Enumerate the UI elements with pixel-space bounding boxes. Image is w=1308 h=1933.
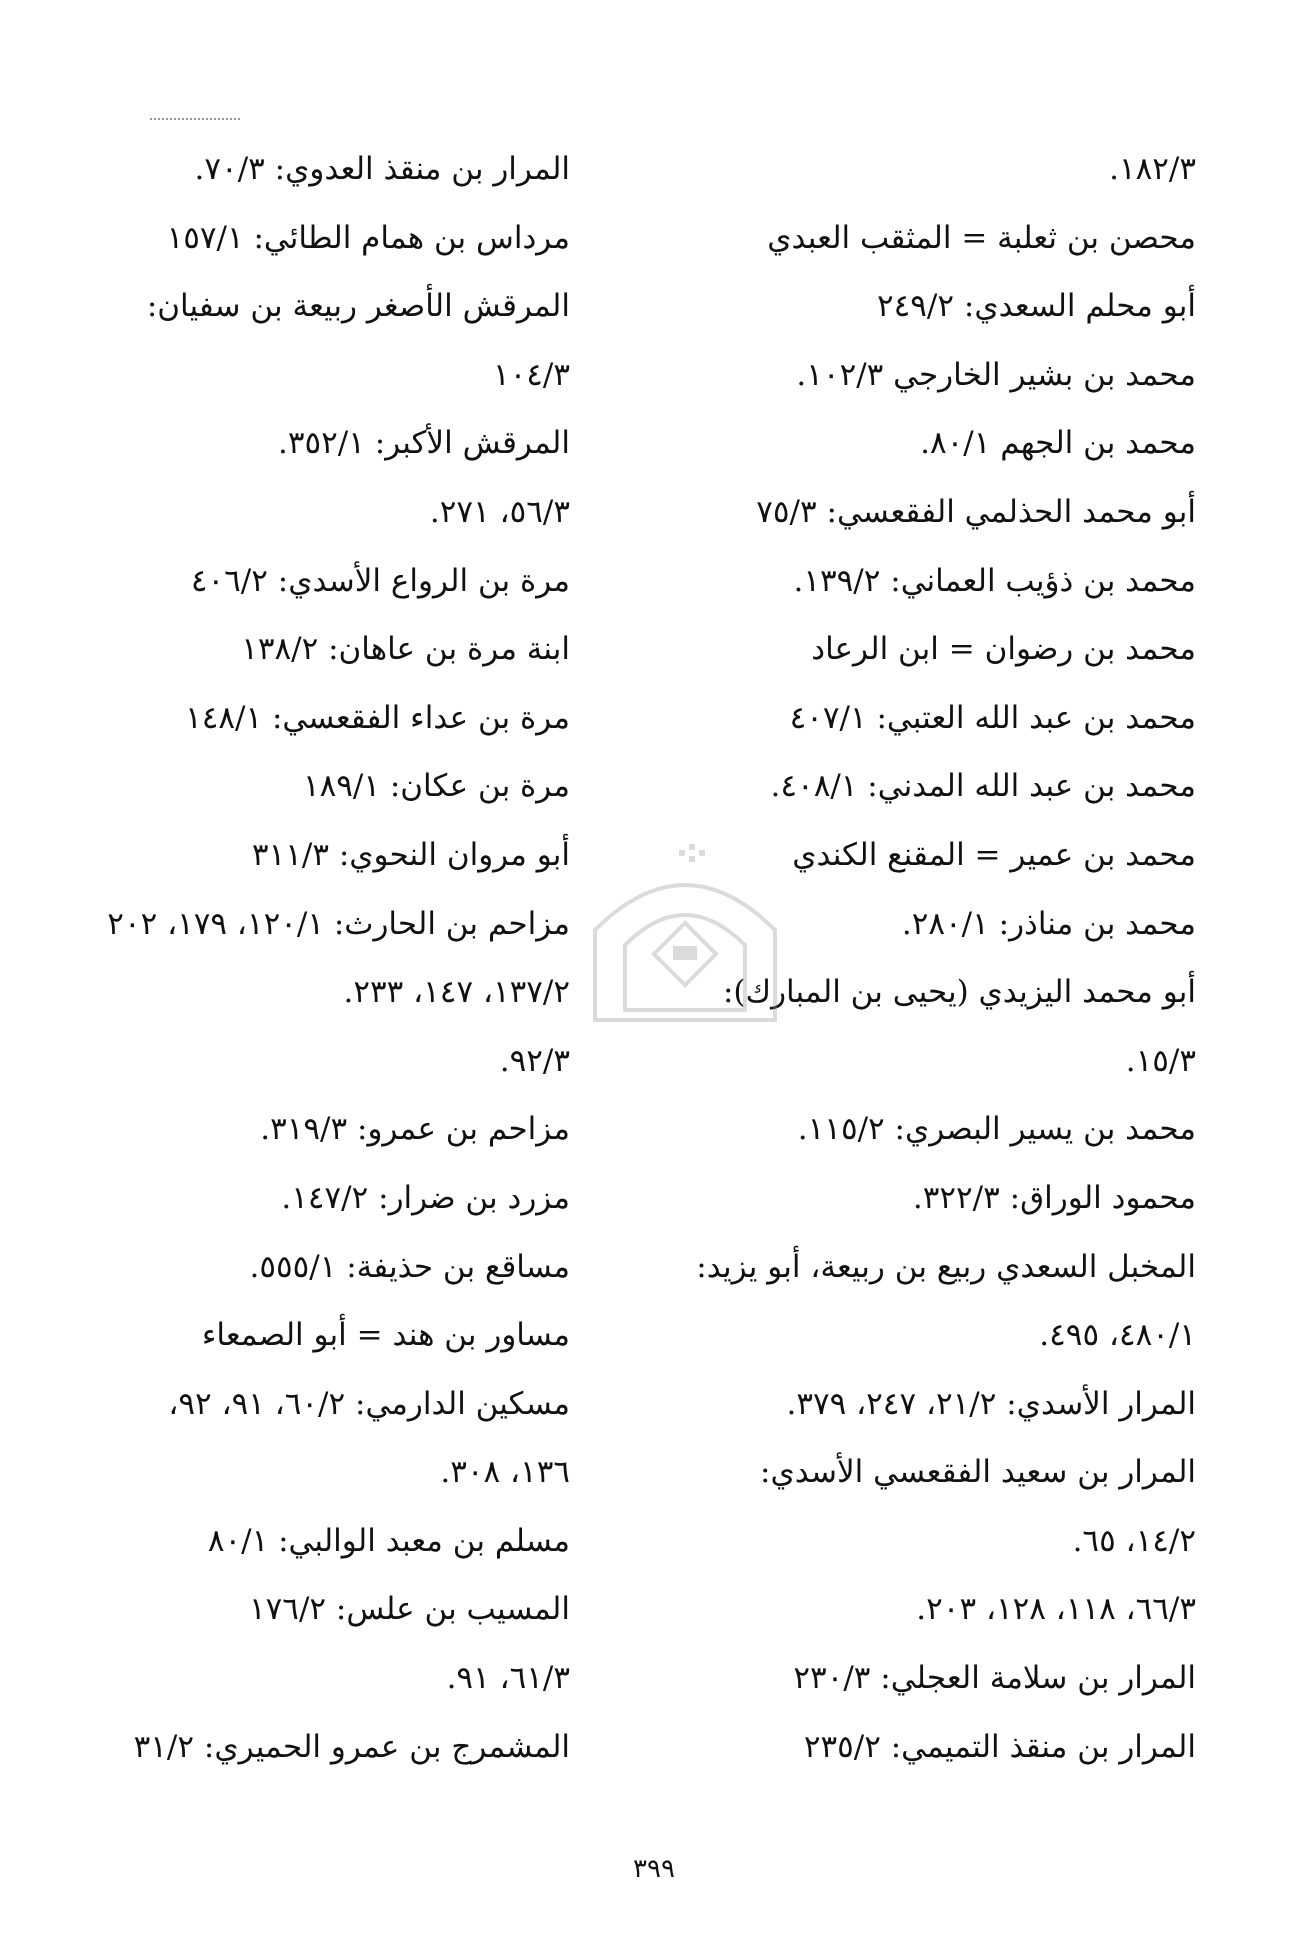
index-entry: محمد بن ذؤيب العماني: ١٣٩/٢.	[793, 562, 1196, 599]
index-entry: ٤٨٠/١، ٤٩٥.	[1039, 1317, 1196, 1354]
index-entry: ١٥/٣.	[1125, 1042, 1196, 1079]
index-entry: مسكين الدارمي: ٦٠/٢، ٩١، ٩٢،	[168, 1385, 570, 1422]
index-entry: المرار بن منقذ العدوي: ٧٠/٣.	[194, 151, 570, 187]
index-entry: مزرد بن ضرار: ١٤٧/٢.	[281, 1179, 570, 1216]
index-entry: محمد بن رضوان = ابن الرعاد	[811, 631, 1196, 668]
index-entry: المرار بن سلامة العجلي: ٢٣٠/٣	[793, 1660, 1196, 1697]
index-entry: المرقش الأصغر ربيعة بن سفيان:	[146, 288, 570, 325]
index-entry: محمد بن بشير الخارجي ١٠٢/٣.	[796, 356, 1196, 393]
index-entry: مساقع بن حذيفة: ٥٥٥/١.	[249, 1248, 570, 1285]
index-entry: أبو محلم السعدي: ٢٤٩/٢	[876, 288, 1196, 325]
index-entry: المرار بن منقذ التميمي: ٢٣٥/٢	[803, 1728, 1196, 1765]
index-entry: المرار الأسدي: ٢١/٢، ٢٤٧، ٣٧٩.	[786, 1385, 1196, 1422]
index-entry: ٥٦/٣، ٢٧١.	[429, 493, 570, 530]
index-entry: مزاحم بن عمرو: ٣١٩/٣.	[260, 1111, 570, 1148]
index-entry: أبو محمد الحذلمي الفقعسي: ٧٥/٣	[756, 493, 1196, 530]
index-entry: ابنة مرة بن عاهان: ١٣٨/٢	[241, 631, 570, 668]
index-entry: المشمرج بن عمرو الحميري: ٣١/٢	[133, 1728, 570, 1765]
index-entry: ١٨٢/٣.	[1109, 151, 1196, 187]
index-entry: مرة بن عداء الفقعسي: ١٤٨/١	[185, 699, 570, 736]
index-entry: ٦١/٣، ٩١.	[446, 1660, 570, 1697]
index-entry: محمد بن يسير البصري: ١١٥/٢.	[797, 1111, 1196, 1148]
index-entry: أبو محمد اليزيدي (يحيى بن المبارك):	[722, 974, 1196, 1011]
page-number: ٣٩٩	[633, 1854, 675, 1884]
index-entry: ١٤/٢، ٦٥.	[1072, 1522, 1196, 1559]
index-entry: محمد بن مناذر: ٢٨٠/١.	[901, 905, 1196, 942]
index-entry: محصن بن ثعلبة = المثقب العبدي	[767, 219, 1196, 256]
index-entry: المرار بن سعيد الفقعسي الأسدي:	[760, 1454, 1196, 1491]
index-entry: المرقش الأكبر: ٣٥٢/١.	[278, 425, 570, 462]
index-entry: مرة بن عكان: ١٨٩/١	[302, 768, 570, 805]
index-entry: أبو مروان النحوي: ٣١١/٣	[251, 836, 570, 873]
index-entry: المخبل السعدي ربيع بن ربيعة، أبو يزيد:	[696, 1248, 1196, 1285]
index-entry: ١٠٤/٣	[492, 356, 570, 393]
index-entry: ١٣٦، ٣٠٨.	[440, 1454, 570, 1491]
index-entry: مرة بن الرواع الأسدي: ٤٠٦/٢	[190, 562, 570, 599]
index-entry: المسيب بن علس: ١٧٦/٢	[249, 1591, 570, 1628]
seal-logo-icon	[555, 820, 815, 1070]
index-entry: مسلم بن معبد الوالبي: ٨٠/١	[207, 1522, 570, 1559]
index-entry: ٦٦/٣، ١١٨، ١٢٨، ٢٠٣.	[916, 1591, 1196, 1628]
index-entry: مرداس بن همام الطائي: ١٥٧/١	[166, 219, 570, 256]
scan-artifact	[150, 118, 240, 124]
index-entry: محمد بن عبد الله العتبي: ٤٠٧/١	[789, 699, 1196, 736]
index-entry: ٩٢/٣.	[499, 1042, 570, 1079]
index-entry: محمد بن عمير = المقنع الكندي	[792, 836, 1196, 873]
index-entry: مساور بن هند = أبو الصمعاء	[201, 1317, 570, 1354]
index-entry: ١٣٧/٢، ١٤٧، ٢٣٣.	[343, 974, 570, 1011]
index-column-left	[10, 135, 570, 1781]
index-entry: محمود الوراق: ٣٢٢/٣.	[912, 1179, 1196, 1216]
index-entry: محمد بن عبد الله المدني: ٤٠٨/١.	[770, 768, 1196, 805]
index-entry: محمد بن الجهم ٨٠/١.	[920, 425, 1196, 462]
index-entry: مزاحم بن الحارث: ١٢٠/١، ١٧٩، ٢٠٢	[107, 905, 570, 942]
